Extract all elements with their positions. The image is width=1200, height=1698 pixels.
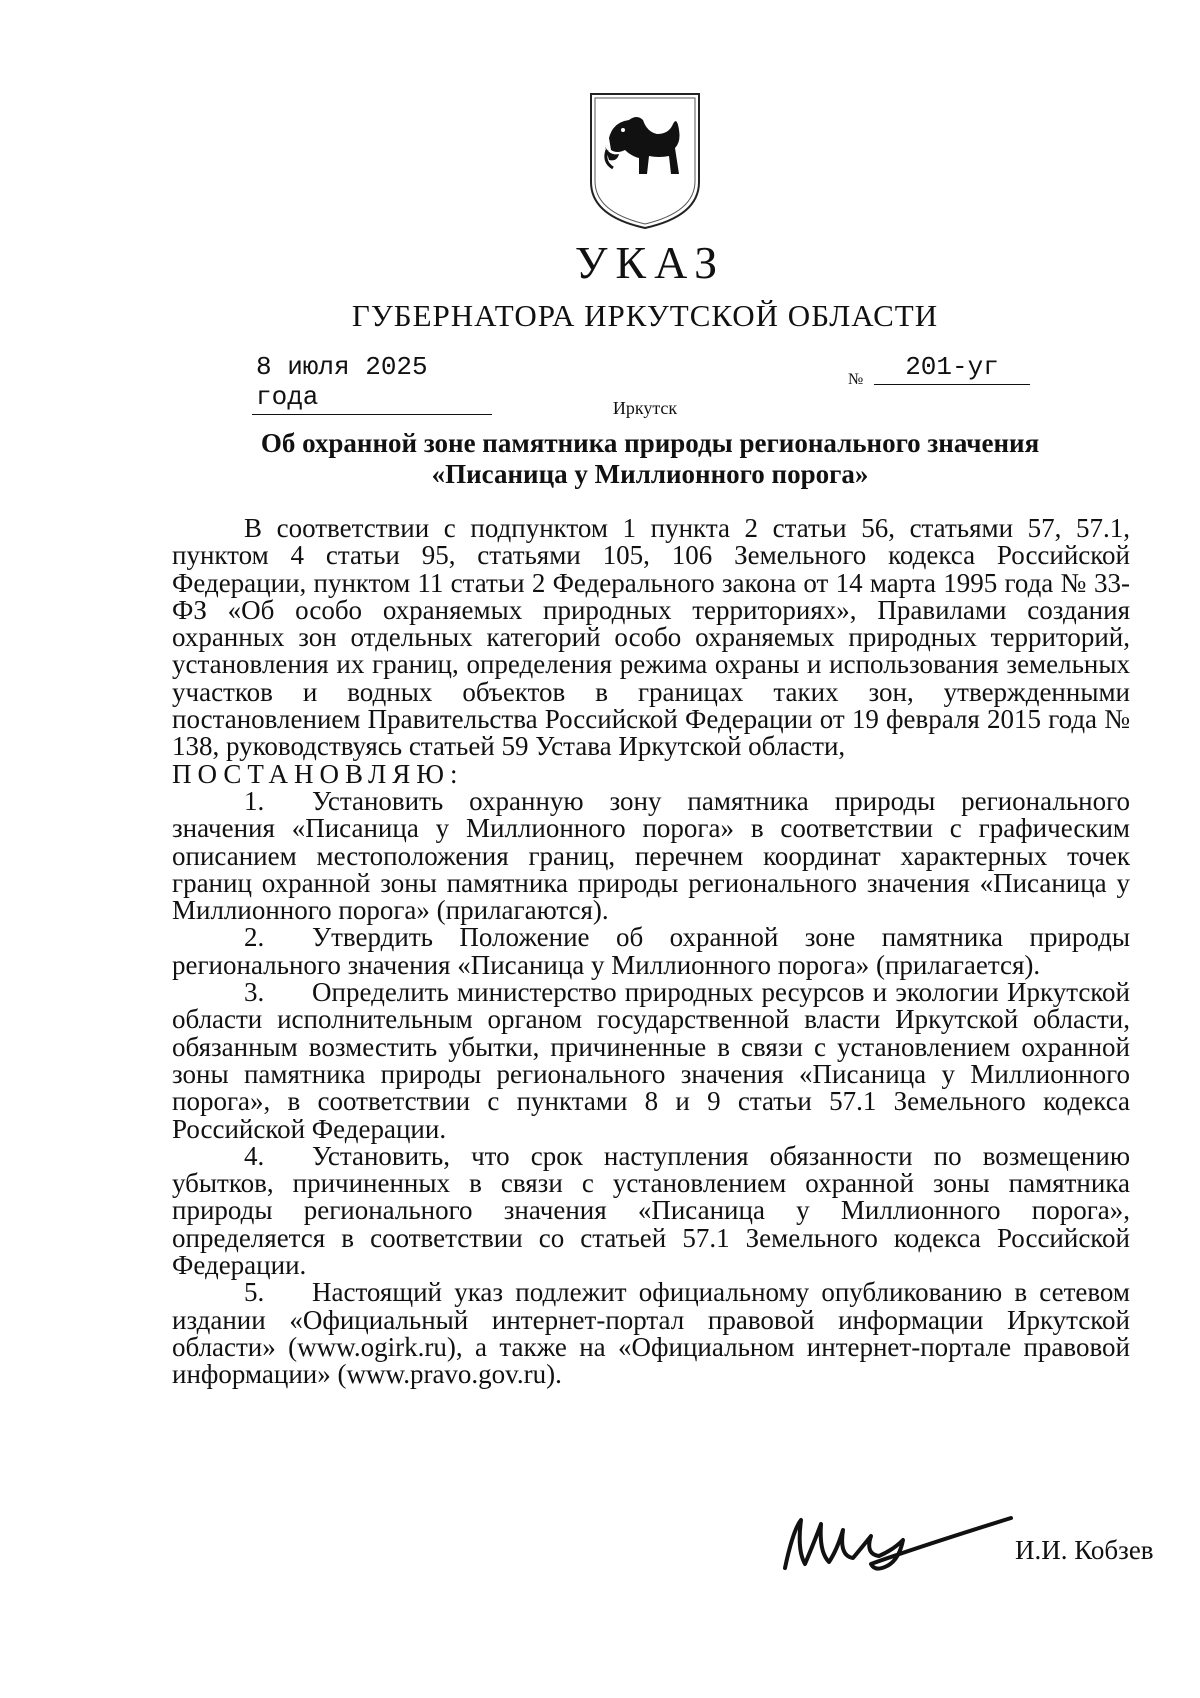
decree-word: ПОСТАНОВЛЯЮ: (172, 758, 464, 789)
item-text: Установить охранную зону памятника природы регионального значения «Писаница у Миллионного порога» в соответствии с графическим описанием местоположения границ, перечнем координат характерных точек границ охранной зоны памятника природы регионального значения «Писаница у Миллионного порога» (прилагаются). (172, 785, 1130, 926)
list-item (172, 785, 1130, 926)
document-subtitle: ГУБЕРНАТОРА ИРКУТСКОЙ ОБЛАСТИ (351, 298, 939, 333)
coat-of-arms-icon (587, 90, 703, 232)
item-text: Настоящий указ подлежит официальному опубликованию в сетевом издании «Официальный интернет-портал правовой информации Иркутской области» (www.ogirk.ru), а также на «Официальном интернет-портале правовой информации» (www.pravo.gov.ru). (172, 1277, 1130, 1390)
preamble: В соответствии с подпунктом 1 пункта 2 статьи 56, статьями 57, 57.1, пунктом 4 статьи 95, статьями 105, 106 Земельного кодекса Российской Федерации, пунктом 11 статьи 2 Федерального закона от 14 марта 1995 года № 33-ФЗ «Об особо охраняемых природных территориях», Правилами создания охранных зон отдельных категорий особо охраняемых природных территорий, установления их границ, определения режима охраны и использования земельных участков и водных объектов в границах таких зон, утвержденными постановлением Правительства Российской Федерации от 19 февраля 2015 года № 138, руководствуясь статьей 59 Устава Иркутской области, (172, 513, 1130, 762)
signature-icon (775, 1490, 1015, 1580)
list-item (172, 1140, 1130, 1281)
number-label: № (848, 371, 864, 388)
document-number: 201-уг (874, 352, 1030, 385)
item-number: 4. (244, 1140, 265, 1171)
list-item (172, 924, 1130, 979)
item-text: Утвердить Положение об охранной зоне памятника природы регионального значения «Писаница у Миллионного порога» (прилагается). (172, 922, 1130, 980)
document-title: УКАЗ (574, 237, 726, 288)
list-item (172, 979, 1130, 1143)
item-number: 2. (244, 922, 265, 953)
item-number: 1. (244, 785, 265, 816)
document-heading (170, 428, 1130, 490)
heading-line-2: «Писаница у Миллионного порога» (431, 459, 869, 489)
item-number: 5. (244, 1277, 265, 1308)
item-text: Установить, что срок наступления обязанности по возмещению убытков, причиненных в связи с установлением охранной зоны памятника природы регионального значения «Писаница у Миллионного порога», определяется в соответствии со статьей 57.1 Земельного кодекса Российской Федерации. (172, 1140, 1130, 1281)
item-number: 3. (244, 977, 265, 1008)
heading-line-1: Об охранной зоне памятника природы регионального значения (260, 428, 1040, 458)
signer-name: И.И. Кобзев (1015, 1535, 1154, 1565)
list-item (172, 1279, 1130, 1388)
document-body (172, 515, 1130, 1389)
item-text: Определить министерство природных ресурсов и экологии Иркутской области исполнительным органом государственной власти Иркутской области, обязанным возместить убытки, причиненные в связи с установлением охранной зоны памятника природы регионального значения «Писаница у Миллионного порога», в соответствии с пунктами 8 и 9 статьи 57.1 Земельного кодекса Российской Федерации. (172, 977, 1130, 1144)
document-city: Иркутск (612, 398, 678, 418)
document-date: 8 июля 2025 года (252, 352, 492, 415)
